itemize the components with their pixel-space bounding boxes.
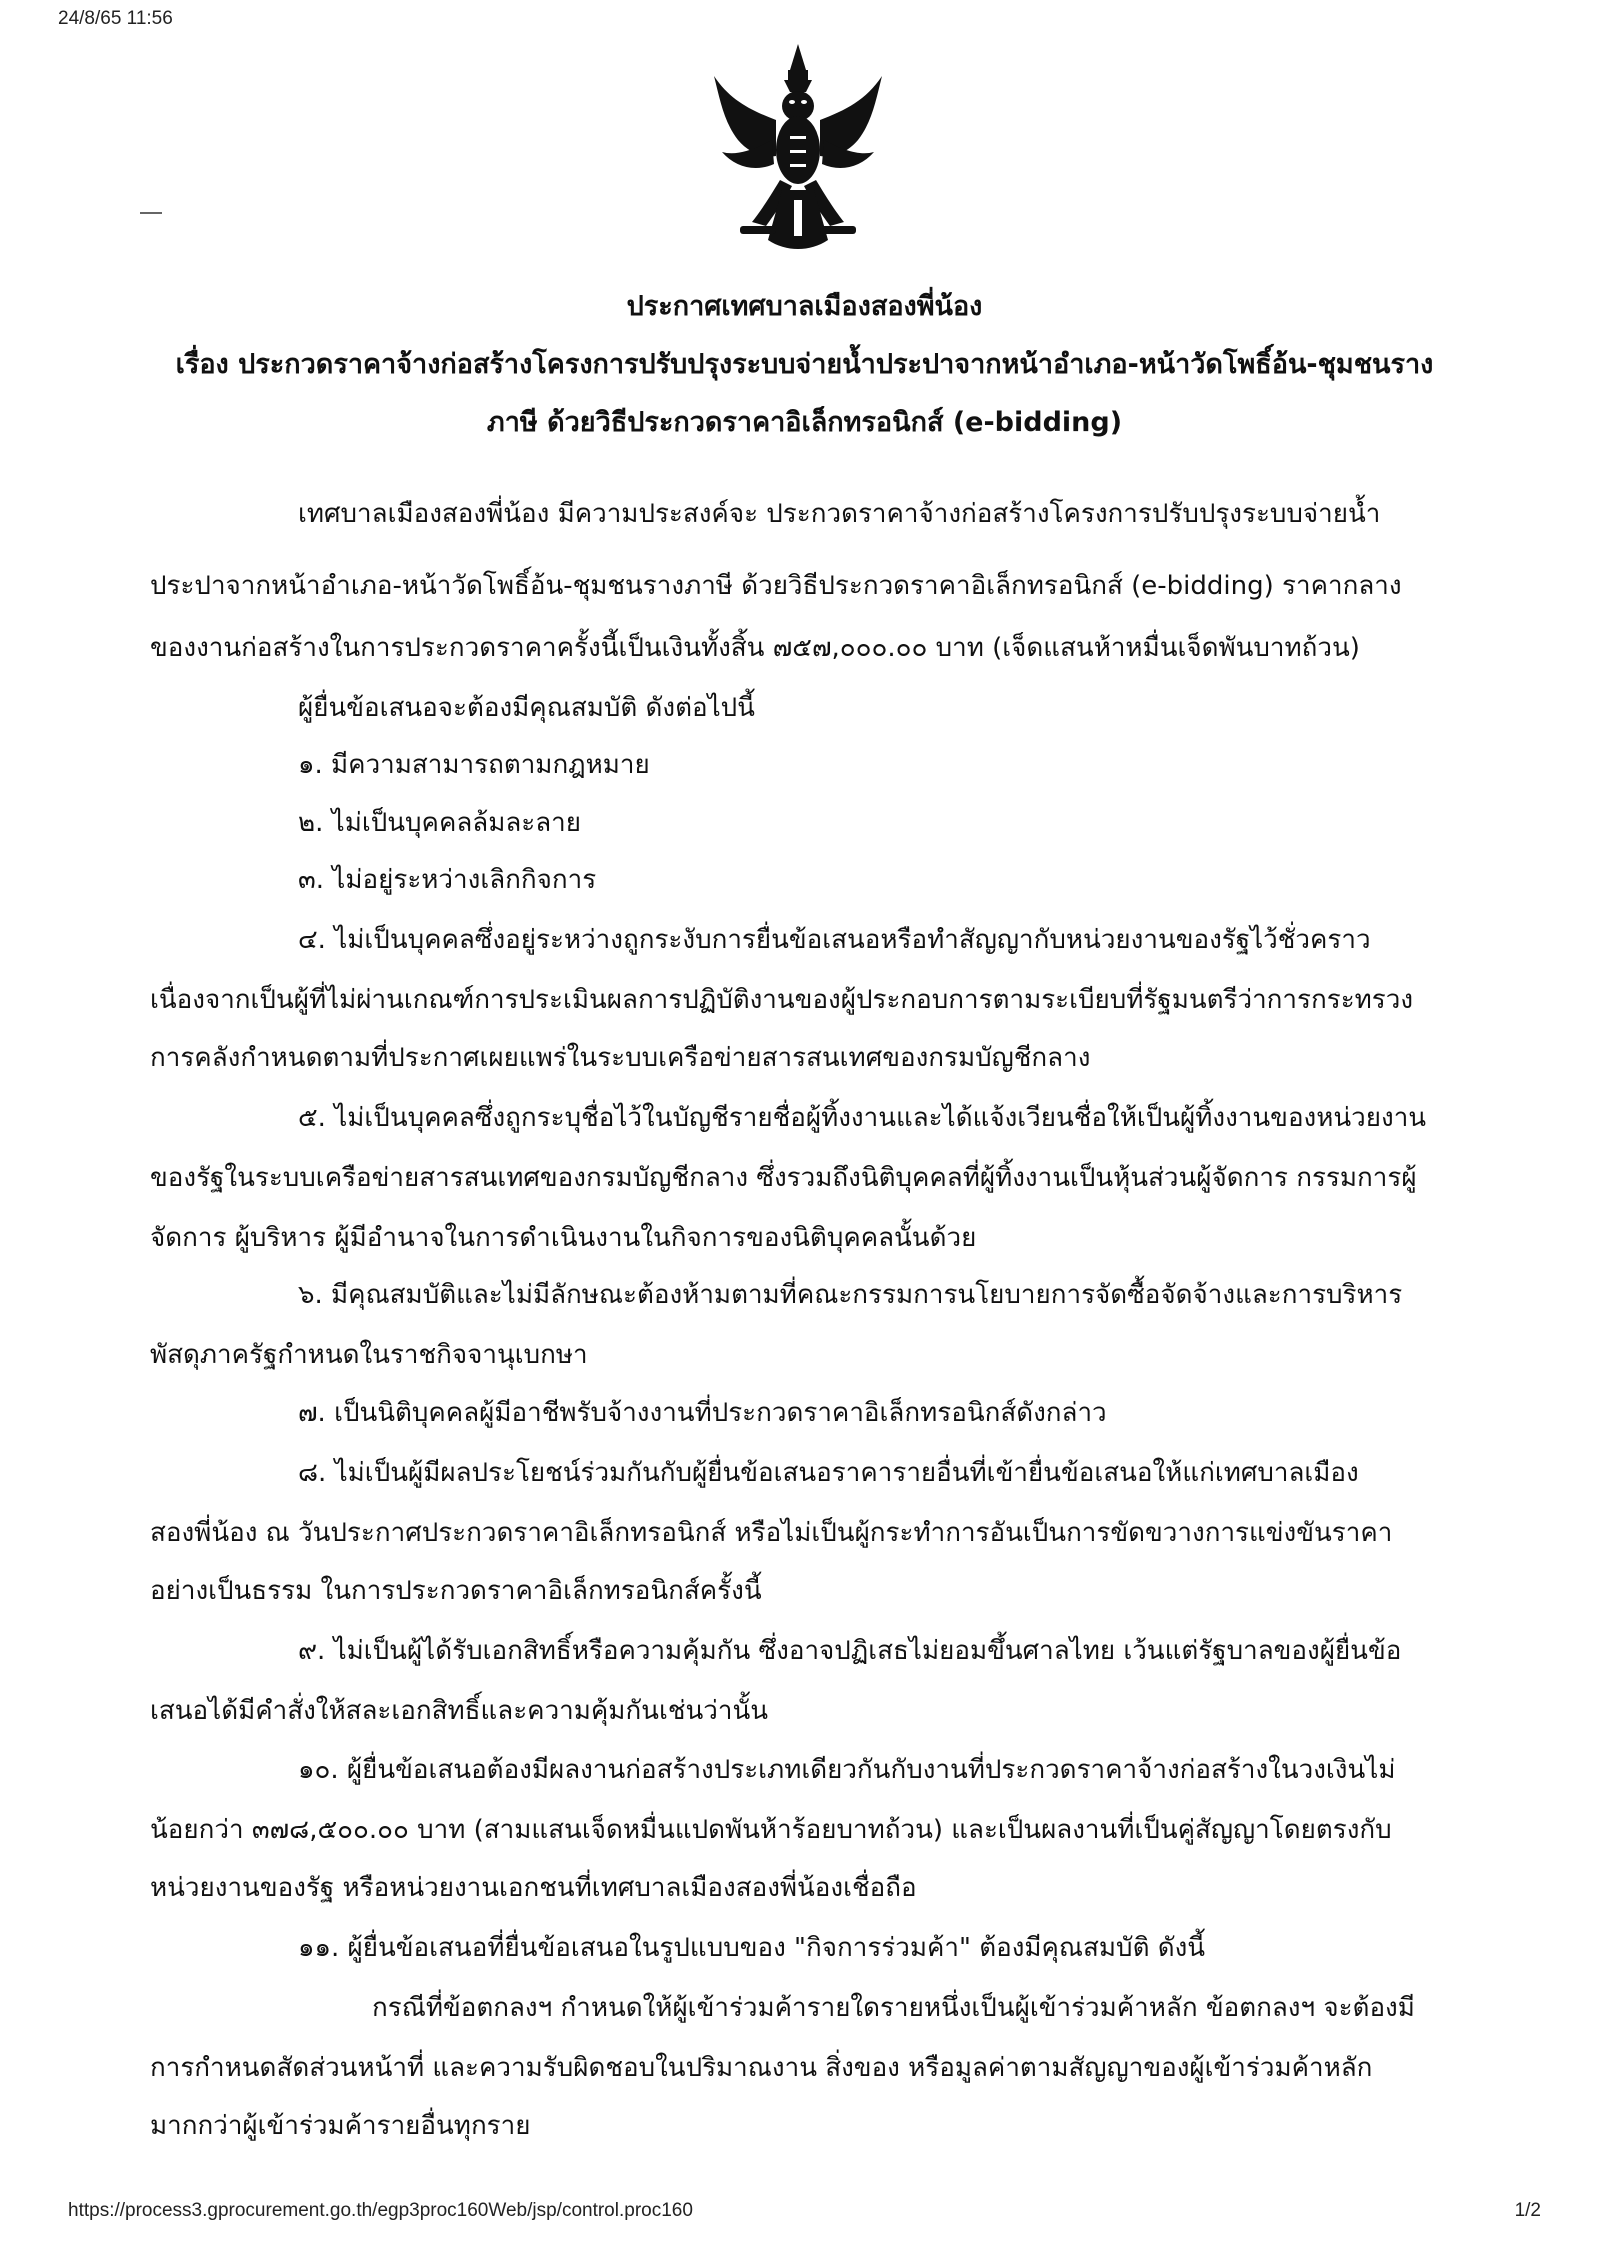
qualification-10-line-2: น้อยกว่า ๓๗๘,๕๐๐.๐๐ บาท (สามแสนเจ็ดหมื่นแปดพันห้าร้อยบาทถ้วน) และเป็นผลงานที่เป็นคู่สัญญาโดยตรงกับ [150, 1815, 1392, 1845]
footer-url: https://process3.gprocurement.go.th/egp3proc160Web/jsp/control.proc160 [68, 2200, 693, 2221]
qualification-6-line-1: ๖. มีคุณสมบัติและไม่มีลักษณะต้องห้ามตามที่คณะกรรมการนโยบายการจัดซื้อจัดจ้างและการบริหาร [298, 1280, 1403, 1310]
qualification-10-line-3: หน่วยงานของรัฐ หรือหน่วยงานเอกชนที่เทศบาลเมืองสองพี่น้องเชื่อถือ [150, 1873, 917, 1903]
qualification-3: ๓. ไม่อยู่ระหว่างเลิกกิจการ [298, 865, 597, 895]
qualification-4-line-1: ๔. ไม่เป็นบุคคลซึ่งอยู่ระหว่างถูกระงับการยื่นข้อเสนอหรือทำสัญญากับหน่วยงานของรัฐไว้ชั่วคราว [298, 925, 1371, 955]
announcement-title: ประกาศเทศบาลเมืองสองพี่น้อง [626, 291, 983, 322]
qualification-1: ๑. มีความสามารถตามกฎหมาย [298, 750, 650, 780]
page-number: 1/2 [1514, 2200, 1541, 2221]
qualification-4-line-3: การคลังกำหนดตามที่ประกาศเผยแพร่ในระบบเครือข่ายสารสนเทศของกรมบัญชีกลาง [150, 1043, 1091, 1073]
qualification-6-line-2: พัสดุภาครัฐกำหนดในราชกิจจานุเบกษา [150, 1340, 588, 1370]
qualifications-heading: ผู้ยื่นข้อเสนอจะต้องมีคุณสมบัติ ดังต่อไปนี้ [298, 693, 755, 723]
qualification-5-line-2: ของรัฐในระบบเครือข่ายสารสนเทศของกรมบัญชีกลาง ซึ่งรวมถึงนิติบุคคลที่ผู้ทิ้งงานเป็นหุ้นส่วนผู้จัดการ กรรมการผู้ [150, 1163, 1417, 1193]
intro-line-1: เทศบาลเมืองสองพี่น้อง มีความประสงค์จะ ประกวดราคาจ้างก่อสร้างโครงการปรับปรุงระบบจ่ายน้ำ [298, 499, 1381, 529]
qualification-5-line-1: ๕. ไม่เป็นบุคคลซึ่งถูกระบุชื่อไว้ในบัญชีรายชื่อผู้ทิ้งงานและได้แจ้งเวียนชื่อให้เป็นผู้ทิ้งงานของหน่วยงาน [298, 1103, 1427, 1133]
print-timestamp: 24/8/65 11:56 [58, 8, 173, 29]
intro-line-3: ของงานก่อสร้างในการประกวดราคาครั้งนี้เป็นเงินทั้งสิ้น ๗๕๗,๐๐๐.๐๐ บาท (เจ็ดแสนห้าหมื่นเจ็ดพันบาทถ้วน) [150, 633, 1360, 663]
garuda-emblem-icon [710, 40, 886, 255]
announcement-subject: เรื่อง ประกวดราคาจ้างก่อสร้างโครงการปรับปรุงระบบจ่ายน้ำประปาจากหน้าอำเภอ-หน้าวัดโพธิ์อ้น-ชุมชนราง [175, 349, 1434, 380]
qualification-9-line-2: เสนอได้มีคำสั่งให้สละเอกสิทธิ์และความคุ้มกันเช่นว่านั้น [150, 1696, 769, 1726]
intro-line-2: ประปาจากหน้าอำเภอ-หน้าวัดโพธิ์อ้น-ชุมชนรางภาษี ด้วยวิธีประกวดราคาอิเล็กทรอนิกส์ (e-bidding) ราคากลาง [150, 571, 1402, 601]
qualification-8-line-2: สองพี่น้อง ณ วันประกาศประกวดราคาอิเล็กทรอนิกส์ หรือไม่เป็นผู้กระทำการอันเป็นการขัดขวางการแข่งขันราคา [150, 1518, 1393, 1548]
scan-speck [140, 212, 162, 214]
qualification-2: ๒. ไม่เป็นบุคคลล้มละลาย [298, 808, 582, 838]
qualification-8-line-1: ๘. ไม่เป็นผู้มีผลประโยชน์ร่วมกันกับผู้ยื่นข้อเสนอราคารายอื่นที่เข้ายื่นข้อเสนอให้แก่เทศบาลเมือง [298, 1458, 1359, 1488]
qualification-7: ๗. เป็นนิติบุคคลผู้มีอาชีพรับจ้างงานที่ประกวดราคาอิเล็กทรอนิกส์ดังกล่าว [298, 1398, 1107, 1428]
qualification-10-line-1: ๑๐. ผู้ยื่นข้อเสนอต้องมีผลงานก่อสร้างประเภทเดียวกันกับงานที่ประกวดราคาจ้างก่อสร้างในวงเงินไม่ [298, 1755, 1396, 1785]
qualification-11-para-line-3: มากกว่าผู้เข้าร่วมค้ารายอื่นทุกราย [150, 2111, 531, 2141]
qualification-11: ๑๑. ผู้ยื่นข้อเสนอที่ยื่นข้อเสนอในรูปแบบของ "กิจการร่วมค้า" ต้องมีคุณสมบัติ ดังนี้ [298, 1933, 1206, 1963]
announcement-subject-cont: ภาษี ด้วยวิธีประกวดราคาอิเล็กทรอนิกส์ (e-bidding) [486, 407, 1123, 438]
qualification-8-line-3: อย่างเป็นธรรม ในการประกวดราคาอิเล็กทรอนิกส์ครั้งนี้ [150, 1576, 762, 1606]
qualification-11-para-line-1: กรณีที่ข้อตกลงฯ กำหนดให้ผู้เข้าร่วมค้ารายใดรายหนึ่งเป็นผู้เข้าร่วมค้าหลัก ข้อตกลงฯ จะต้องมี [372, 1993, 1415, 2023]
qualification-11-para-line-2: การกำหนดสัดส่วนหน้าที่ และความรับผิดชอบในปริมาณงาน สิ่งของ หรือมูลค่าตามสัญญาของผู้เข้าร่วมค้าหลัก [150, 2053, 1373, 2083]
qualification-5-line-3: จัดการ ผู้บริหาร ผู้มีอำนาจในการดำเนินงานในกิจการของนิติบุคคลนั้นด้วย [150, 1223, 977, 1253]
qualification-9-line-1: ๙. ไม่เป็นผู้ได้รับเอกสิทธิ์หรือความคุ้มกัน ซึ่งอาจปฏิเสธไม่ยอมขึ้นศาลไทย เว้นแต่รัฐบาลของผู้ยื่นข้อ [298, 1636, 1402, 1666]
qualification-4-line-2: เนื่องจากเป็นผู้ที่ไม่ผ่านเกณฑ์การประเมินผลการปฏิบัติงานของผู้ประกอบการตามระเบียบที่รัฐมนตรีว่าการกระทรวง [150, 985, 1414, 1015]
